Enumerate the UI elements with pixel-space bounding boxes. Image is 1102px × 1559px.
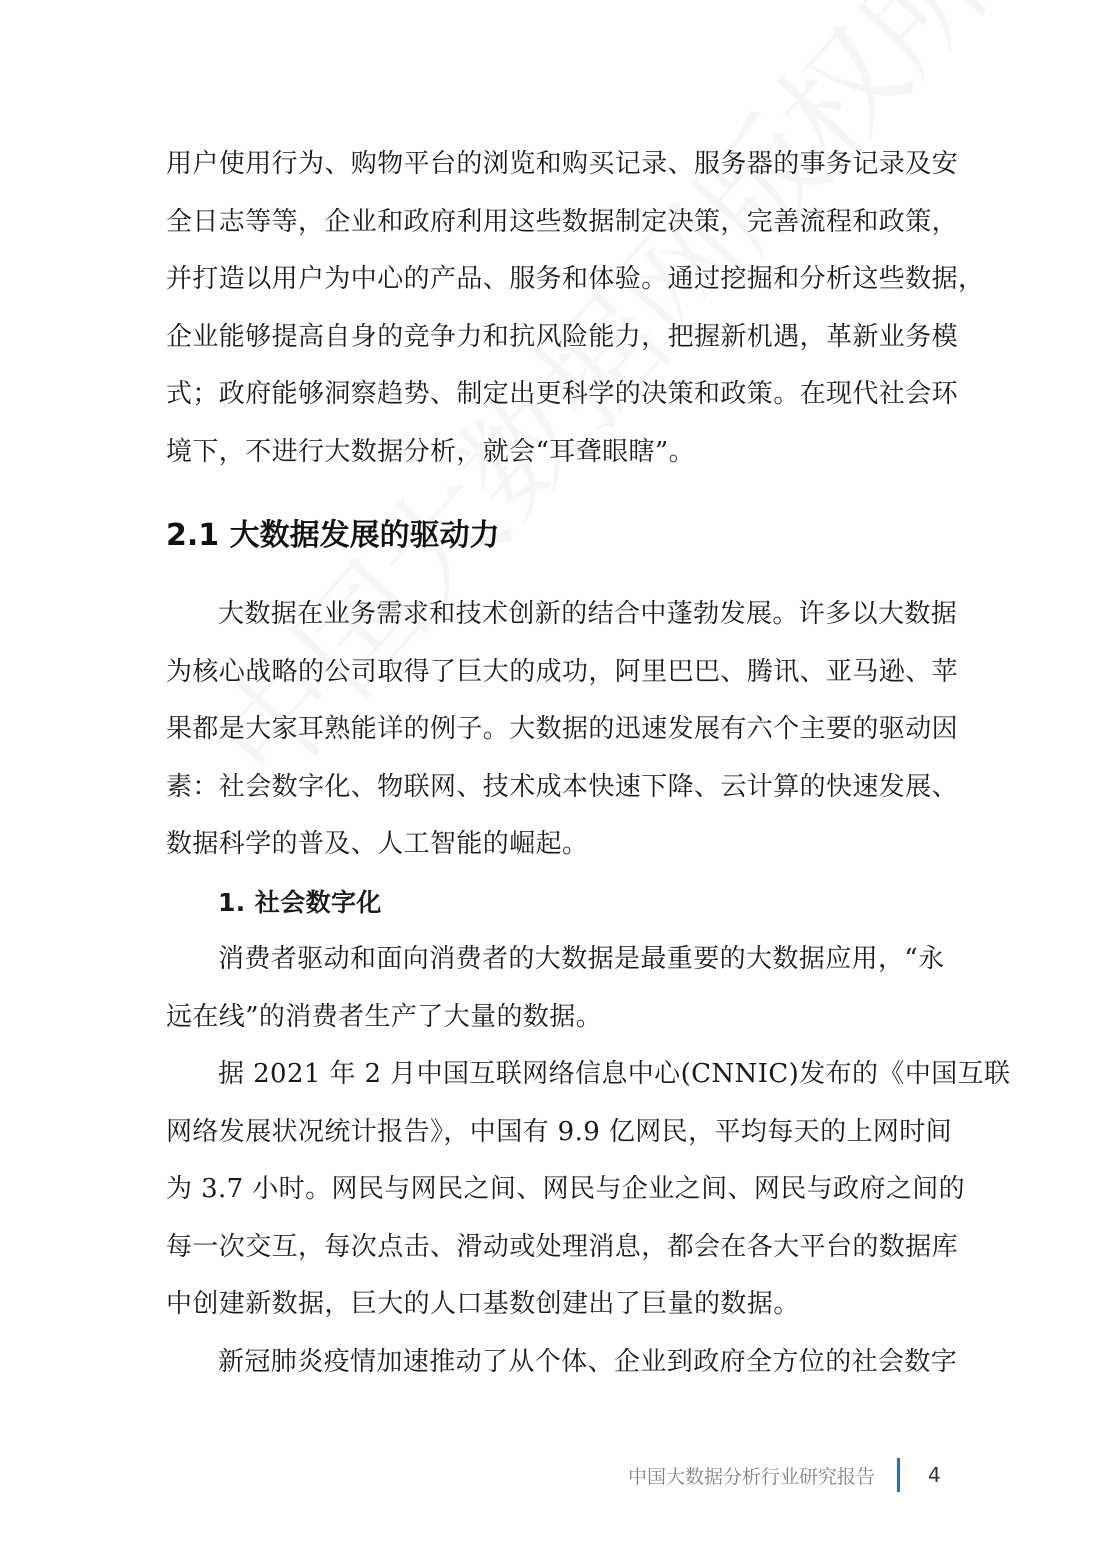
text-line: 新冠肺炎疫情加速推动了从个体、企业到政府全方位的社会数字 bbox=[218, 1346, 958, 1377]
text-line: 素：社会数字化、物联网、技术成本快速下降、云计算的快速发展、 bbox=[166, 771, 959, 802]
page-footer bbox=[600, 1458, 940, 1492]
subheading: 1. 社会数字化 bbox=[218, 887, 382, 917]
text-line: 远在线”的消费者生产了大量的数据。 bbox=[166, 1001, 603, 1032]
text-line: 为 3.7 小时。网民与网民之间、网民与企业之间、网民与政府之间的 bbox=[166, 1174, 966, 1204]
text-line: 为核心战略的公司取得了巨大的成功，阿里巴巴、腾讯、亚马逊、苹 bbox=[166, 656, 959, 687]
text-line: 式；政府能够洞察趋势、制定出更科学的决策和政策。在现代社会环 bbox=[166, 379, 959, 409]
text-line: 大数据在业务需求和技术创新的结合中蓬勃发展。许多以大数据 bbox=[218, 599, 958, 629]
text-line: 中创建新数据，巨大的人口基数创建出了巨量的数据。 bbox=[166, 1289, 800, 1319]
text-line: 消费者驱动和面向消费者的大数据是最重要的大数据应用，“永 bbox=[218, 944, 945, 974]
text-line: 每一次交互，每次点击、滑动或处理消息，都会在各大平台的数据库 bbox=[166, 1231, 959, 1262]
paragraph-drivers bbox=[166, 586, 959, 874]
paragraph-cnnic bbox=[166, 1046, 1011, 1334]
text-line: 用户使用行为、购物平台的浏览和购买记录、服务器的事务记录及安 bbox=[166, 149, 959, 179]
text-line: 数据科学的普及、人工智能的崛起。 bbox=[166, 829, 589, 859]
footer-report-title: 中国大数据分析行业研究报告 bbox=[627, 1465, 875, 1488]
text-line: 据 2021 年 2 月中国互联网络信息中心(CNNIC)发布的《中国互联 bbox=[218, 1059, 1011, 1089]
footer-divider bbox=[897, 1458, 900, 1492]
section-heading: 2.1 大数据发展的驱动力 bbox=[166, 518, 500, 553]
paragraph-consumers bbox=[166, 931, 945, 1046]
text-line: 网络发展状况统计报告》，中国有 9.9 亿网民，平均每天的上网时间 bbox=[166, 1116, 953, 1147]
text-line: 全日志等等，企业和政府利用这些数据制定决策，完善流程和政策， bbox=[166, 206, 959, 237]
text-line: 企业能够提高自身的竞争力和抗风险能力，把握新机遇，革新业务模 bbox=[166, 321, 959, 352]
paragraph-covid bbox=[166, 1334, 958, 1392]
intro-paragraph bbox=[166, 136, 985, 481]
text-line: 境下，不进行大数据分析，就会“耳聋眼瞎”。 bbox=[166, 436, 695, 467]
text-line: 并打造以用户为中心的产品、服务和体验。通过挖掘和分析这些数据， bbox=[166, 264, 985, 294]
page-number: 4 bbox=[928, 1463, 941, 1487]
text-line: 果都是大家耳熟能详的例子。大数据的迅速发展有六个主要的驱动因 bbox=[166, 714, 959, 744]
section-body bbox=[166, 586, 1011, 1391]
